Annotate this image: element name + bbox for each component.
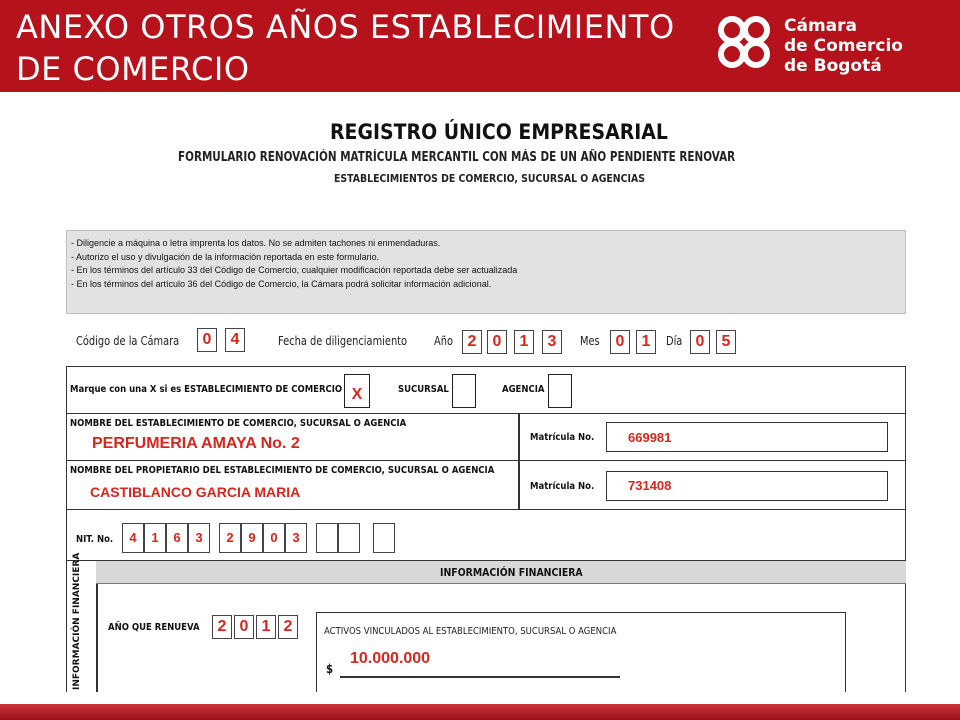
- camara-comercio-logo: [716, 14, 916, 76]
- nit-digit[interactable]: 3: [188, 523, 210, 553]
- slide-title: [16, 6, 675, 90]
- anio-digit[interactable]: 1: [514, 330, 534, 354]
- agencia-label: AGENCIA: [502, 384, 545, 395]
- anio-renueva-label: AÑO QUE RENUEVA: [108, 622, 200, 633]
- anio-digit[interactable]: 2: [462, 330, 482, 354]
- activos-value[interactable]: 10.000.000: [350, 650, 431, 667]
- nombre-establecimiento-value[interactable]: PERFUMERIA AMAYA No. 2: [92, 435, 300, 452]
- nit-digit[interactable]: 2: [219, 523, 241, 553]
- logo-line2: de Comercio: [784, 36, 903, 56]
- sucursal-checkbox[interactable]: [452, 374, 476, 408]
- anio-digit[interactable]: 3: [542, 330, 562, 354]
- nit-digit[interactable]: [316, 523, 338, 553]
- financial-side-label: INFORMACIÓN FINANCIERA: [72, 552, 82, 690]
- nit-check-digit[interactable]: [373, 523, 395, 553]
- header-bar: [0, 0, 960, 92]
- anio-renueva-digit[interactable]: 2: [278, 615, 298, 639]
- fecha-label: Fecha de diligenciamiento: [278, 334, 408, 348]
- agencia-checkbox[interactable]: [548, 374, 572, 408]
- nit-label: NIT. No.: [76, 534, 114, 545]
- nombre-propietario-label: NOMBRE DEL PROPIETARIO DEL ESTABLECIMIENTO DE COMERCIO, SUCURSAL O AGENCIA: [70, 465, 495, 476]
- slide-title-line2: DE COMERCIO: [16, 50, 250, 88]
- establecimiento-checkbox[interactable]: X: [344, 374, 370, 408]
- logo-mark-icon: [716, 14, 780, 70]
- nit-digit[interactable]: 1: [144, 523, 166, 553]
- nit-digit[interactable]: 6: [166, 523, 188, 553]
- anio-renueva-digit[interactable]: 1: [256, 615, 276, 639]
- note-item: - En los términos del artículo 33 del Código de Comercio, cualquier modificación reportada debe ser actualizada: [71, 265, 518, 275]
- note-item: - En los términos del artículo 36 del Código de Comercio, la Cámara podrá solicitar información adicional.: [71, 278, 492, 289]
- nit-digit[interactable]: 9: [241, 523, 263, 553]
- note-item: - Autorizo el uso y divulgación de la información reportada en este formulario.: [71, 251, 380, 262]
- form-subtitle: FORMULARIO RENOVACIÓN MATRÍCULA MERCANTIL CON MÁS DE UN AÑO PENDIENTE RENOVAR: [178, 150, 736, 165]
- activos-underline: [340, 676, 620, 678]
- codigo-digit[interactable]: 0: [197, 328, 217, 352]
- activos-label: ACTIVOS VINCULADOS AL ESTABLECIMIENTO, SUCURSAL O AGENCIA: [324, 626, 617, 637]
- instructions-box: [66, 230, 906, 314]
- nit-digit[interactable]: 0: [263, 523, 285, 553]
- nombre-establecimiento-label: NOMBRE DEL ESTABLECIMIENTO DE COMERCIO, SUCURSAL O AGENCIA: [70, 418, 407, 429]
- currency-symbol: $: [326, 662, 334, 676]
- financial-header-label: INFORMACIÓN FINANCIERA: [440, 566, 583, 579]
- matricula-label: Matrícula No.: [530, 432, 595, 443]
- logo-line3: de Bogotá: [784, 56, 882, 76]
- form-title: REGISTRO ÚNICO EMPRESARIAL: [330, 120, 668, 144]
- logo-text: [784, 16, 903, 76]
- matricula-label: Matrícula No.: [530, 481, 595, 492]
- anio-renueva-digit[interactable]: 2: [212, 615, 232, 639]
- matricula-establecimiento-value: 669981: [628, 430, 672, 445]
- form-subtitle-2: ESTABLECIMIENTOS DE COMERCIO, SUCURSAL O AGENCIAS: [334, 172, 645, 185]
- anio-label: Año: [434, 334, 453, 348]
- nit-digit[interactable]: [338, 523, 360, 553]
- dia-digit[interactable]: 0: [690, 330, 710, 354]
- footer-bar: [0, 704, 960, 720]
- anio-digit[interactable]: 0: [487, 330, 507, 354]
- note-item: - Diligencie a máquina o letra imprenta los datos. No se admiten tachones ni enmendaduras.: [71, 238, 441, 248]
- mes-label: Mes: [580, 334, 600, 348]
- slide-title-line1: ANEXO OTROS AÑOS ESTABLECIMIENTO: [16, 8, 675, 46]
- codigo-label: Código de la Cámara: [76, 334, 180, 348]
- anio-renueva-digit[interactable]: 0: [234, 615, 254, 639]
- mes-digit[interactable]: 0: [610, 330, 630, 354]
- matricula-propietario-value: 731408: [628, 478, 672, 493]
- mes-digit[interactable]: 1: [636, 330, 656, 354]
- nit-digit[interactable]: 4: [122, 523, 144, 553]
- nit-digit[interactable]: 3: [285, 523, 307, 553]
- nombre-propietario-value[interactable]: CASTIBLANCO GARCIA MARIA: [90, 484, 301, 500]
- logo-line1: Cámara: [784, 16, 857, 36]
- dia-label: Día: [666, 334, 683, 348]
- codigo-digit[interactable]: 4: [225, 328, 245, 352]
- dia-digit[interactable]: 5: [716, 330, 736, 354]
- marque-label: Marque con una X si es ESTABLECIMIENTO DE COMERCIO: [70, 384, 343, 395]
- sucursal-label: SUCURSAL: [398, 384, 449, 395]
